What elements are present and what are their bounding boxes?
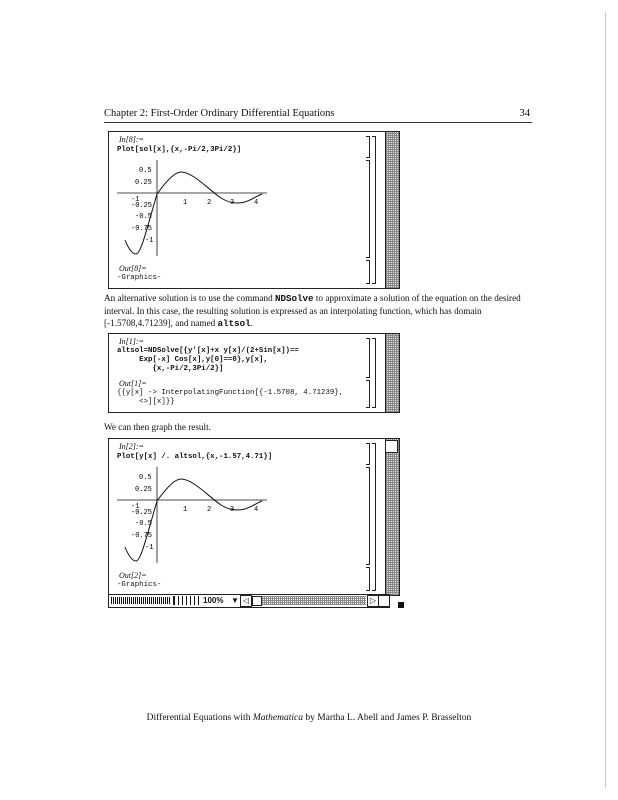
out-label: Out[1]= <box>119 379 147 388</box>
input-code[interactable]: Plot[y[x] /. altsol,{x,-1.57,4.71}] <box>117 453 273 461</box>
x-tick-label: 2 <box>207 506 212 514</box>
y-tick-label: -0.75 <box>131 532 153 540</box>
y-tick-label: 0.5 <box>139 474 152 482</box>
plot-1 <box>117 158 277 258</box>
group-bracket[interactable] <box>372 338 376 408</box>
footer-text: by Martha L. Abell and James P. Brasselton <box>302 713 472 723</box>
x-tick-label: 3 <box>230 506 235 514</box>
x-tick-label: 1 <box>183 199 188 207</box>
y-tick-label: -0.75 <box>131 225 153 233</box>
y-tick-label: -0.25 <box>131 202 153 210</box>
window-scrollbar[interactable] <box>385 132 399 288</box>
cell-bracket[interactable] <box>366 467 370 565</box>
resize-grip-icon[interactable] <box>378 595 390 607</box>
magnification-ruler[interactable] <box>111 597 171 604</box>
footer-text: Differential Equations with <box>146 713 253 723</box>
paragraph-text: to approximate a solution of the equation on the desired interval. In this case, the resulting solution is expressed as an interpolating function, which has domain [-1.5708,4.71239], and named <box>104 293 521 328</box>
output-text: -Graphics- <box>117 274 162 282</box>
out-label: Out[2]= <box>119 571 147 580</box>
scroll-right-icon[interactable]: ▷ <box>367 595 379 607</box>
page-footer <box>0 713 618 723</box>
window-status-bar <box>108 594 390 608</box>
notebook-window-1 <box>108 131 400 289</box>
footer-italic: Mathematica <box>252 713 303 723</box>
x-tick-label: 4 <box>254 199 259 207</box>
x-tick-label: -1 <box>131 503 140 511</box>
plot-2 <box>117 465 277 565</box>
input-code-line[interactable]: altsol=NDSolve[{y'[x]+x y[x]/(2+Sin[x])== <box>117 347 299 355</box>
header-rule <box>104 122 532 123</box>
input-code-line[interactable]: {x,-Pi/2,3Pi/2}] <box>117 365 224 373</box>
in-label: In[2]:= <box>119 442 144 451</box>
chapter-title: Chapter 2: First-Order Ordinary Differential Equations <box>104 108 335 119</box>
in-label: In[1]:= <box>119 337 144 346</box>
x-tick-label: 1 <box>183 506 188 514</box>
notebook-window-3 <box>108 438 400 596</box>
out-label: Out[8]= <box>119 264 147 273</box>
window-scrollbar[interactable] <box>385 334 399 412</box>
y-tick-label: 0.25 <box>135 486 152 494</box>
group-bracket[interactable] <box>372 443 376 591</box>
y-tick-label: -0.5 <box>135 520 152 528</box>
page-number: 34 <box>519 108 530 119</box>
cell-bracket[interactable] <box>366 260 370 284</box>
output-text: -Graphics- <box>117 581 162 589</box>
scroll-thumb[interactable] <box>252 596 262 606</box>
zoom-level[interactable]: 100% <box>203 596 224 605</box>
y-tick-label: -0.25 <box>131 509 153 517</box>
page-header <box>104 108 530 119</box>
scroll-up-button[interactable] <box>385 440 398 453</box>
paragraph-text: . <box>250 318 253 328</box>
paragraph-text: An alternative solution is to use the command <box>104 293 275 303</box>
horizontal-scroll-track[interactable] <box>262 596 366 605</box>
output-line: <>][x]}} <box>117 398 175 406</box>
scroll-left-icon[interactable]: ◁ <box>240 595 252 607</box>
cell-bracket[interactable] <box>366 443 370 465</box>
cell-bracket[interactable] <box>366 338 370 378</box>
page-edge-rule <box>605 12 606 788</box>
group-bracket[interactable] <box>372 136 376 284</box>
input-code[interactable]: Plot[sol[x],{x,-Pi/2,3Pi/2}] <box>117 146 242 154</box>
paragraph-1 <box>104 292 532 330</box>
y-tick-label: -1 <box>145 544 154 552</box>
ruler-ticks <box>173 596 202 605</box>
x-tick-label: 4 <box>254 506 259 514</box>
input-code-line[interactable]: Exp[-x] Cos[x],y[0]==0},y[x], <box>117 356 268 364</box>
cell-bracket[interactable] <box>366 380 370 408</box>
command-name: NDSolve <box>274 293 314 304</box>
y-tick-label: -0.5 <box>135 213 152 221</box>
y-tick-label: 0.5 <box>139 167 152 175</box>
in-label: In[8]:= <box>119 135 144 144</box>
cell-bracket[interactable] <box>366 160 370 258</box>
paragraph-2: We can then graph the result. <box>104 422 211 432</box>
end-of-example-mark <box>398 602 404 608</box>
y-tick-label: 0.25 <box>135 179 152 187</box>
zoom-dropdown-icon[interactable]: ▼ <box>231 596 239 605</box>
cell-bracket[interactable] <box>366 567 370 591</box>
y-tick-label: -1 <box>145 237 154 245</box>
window-scrollbar[interactable] <box>385 439 399 595</box>
output-line: {{y[x] -> InterpolatingFunction[{-1.5708, 4.71239}, <box>117 389 344 397</box>
x-tick-label: 2 <box>207 199 212 207</box>
x-tick-label: -1 <box>131 196 140 204</box>
function-name: altsol <box>217 318 251 329</box>
cell-bracket[interactable] <box>366 136 370 158</box>
x-tick-label: 3 <box>230 199 235 207</box>
notebook-window-2 <box>108 333 400 413</box>
